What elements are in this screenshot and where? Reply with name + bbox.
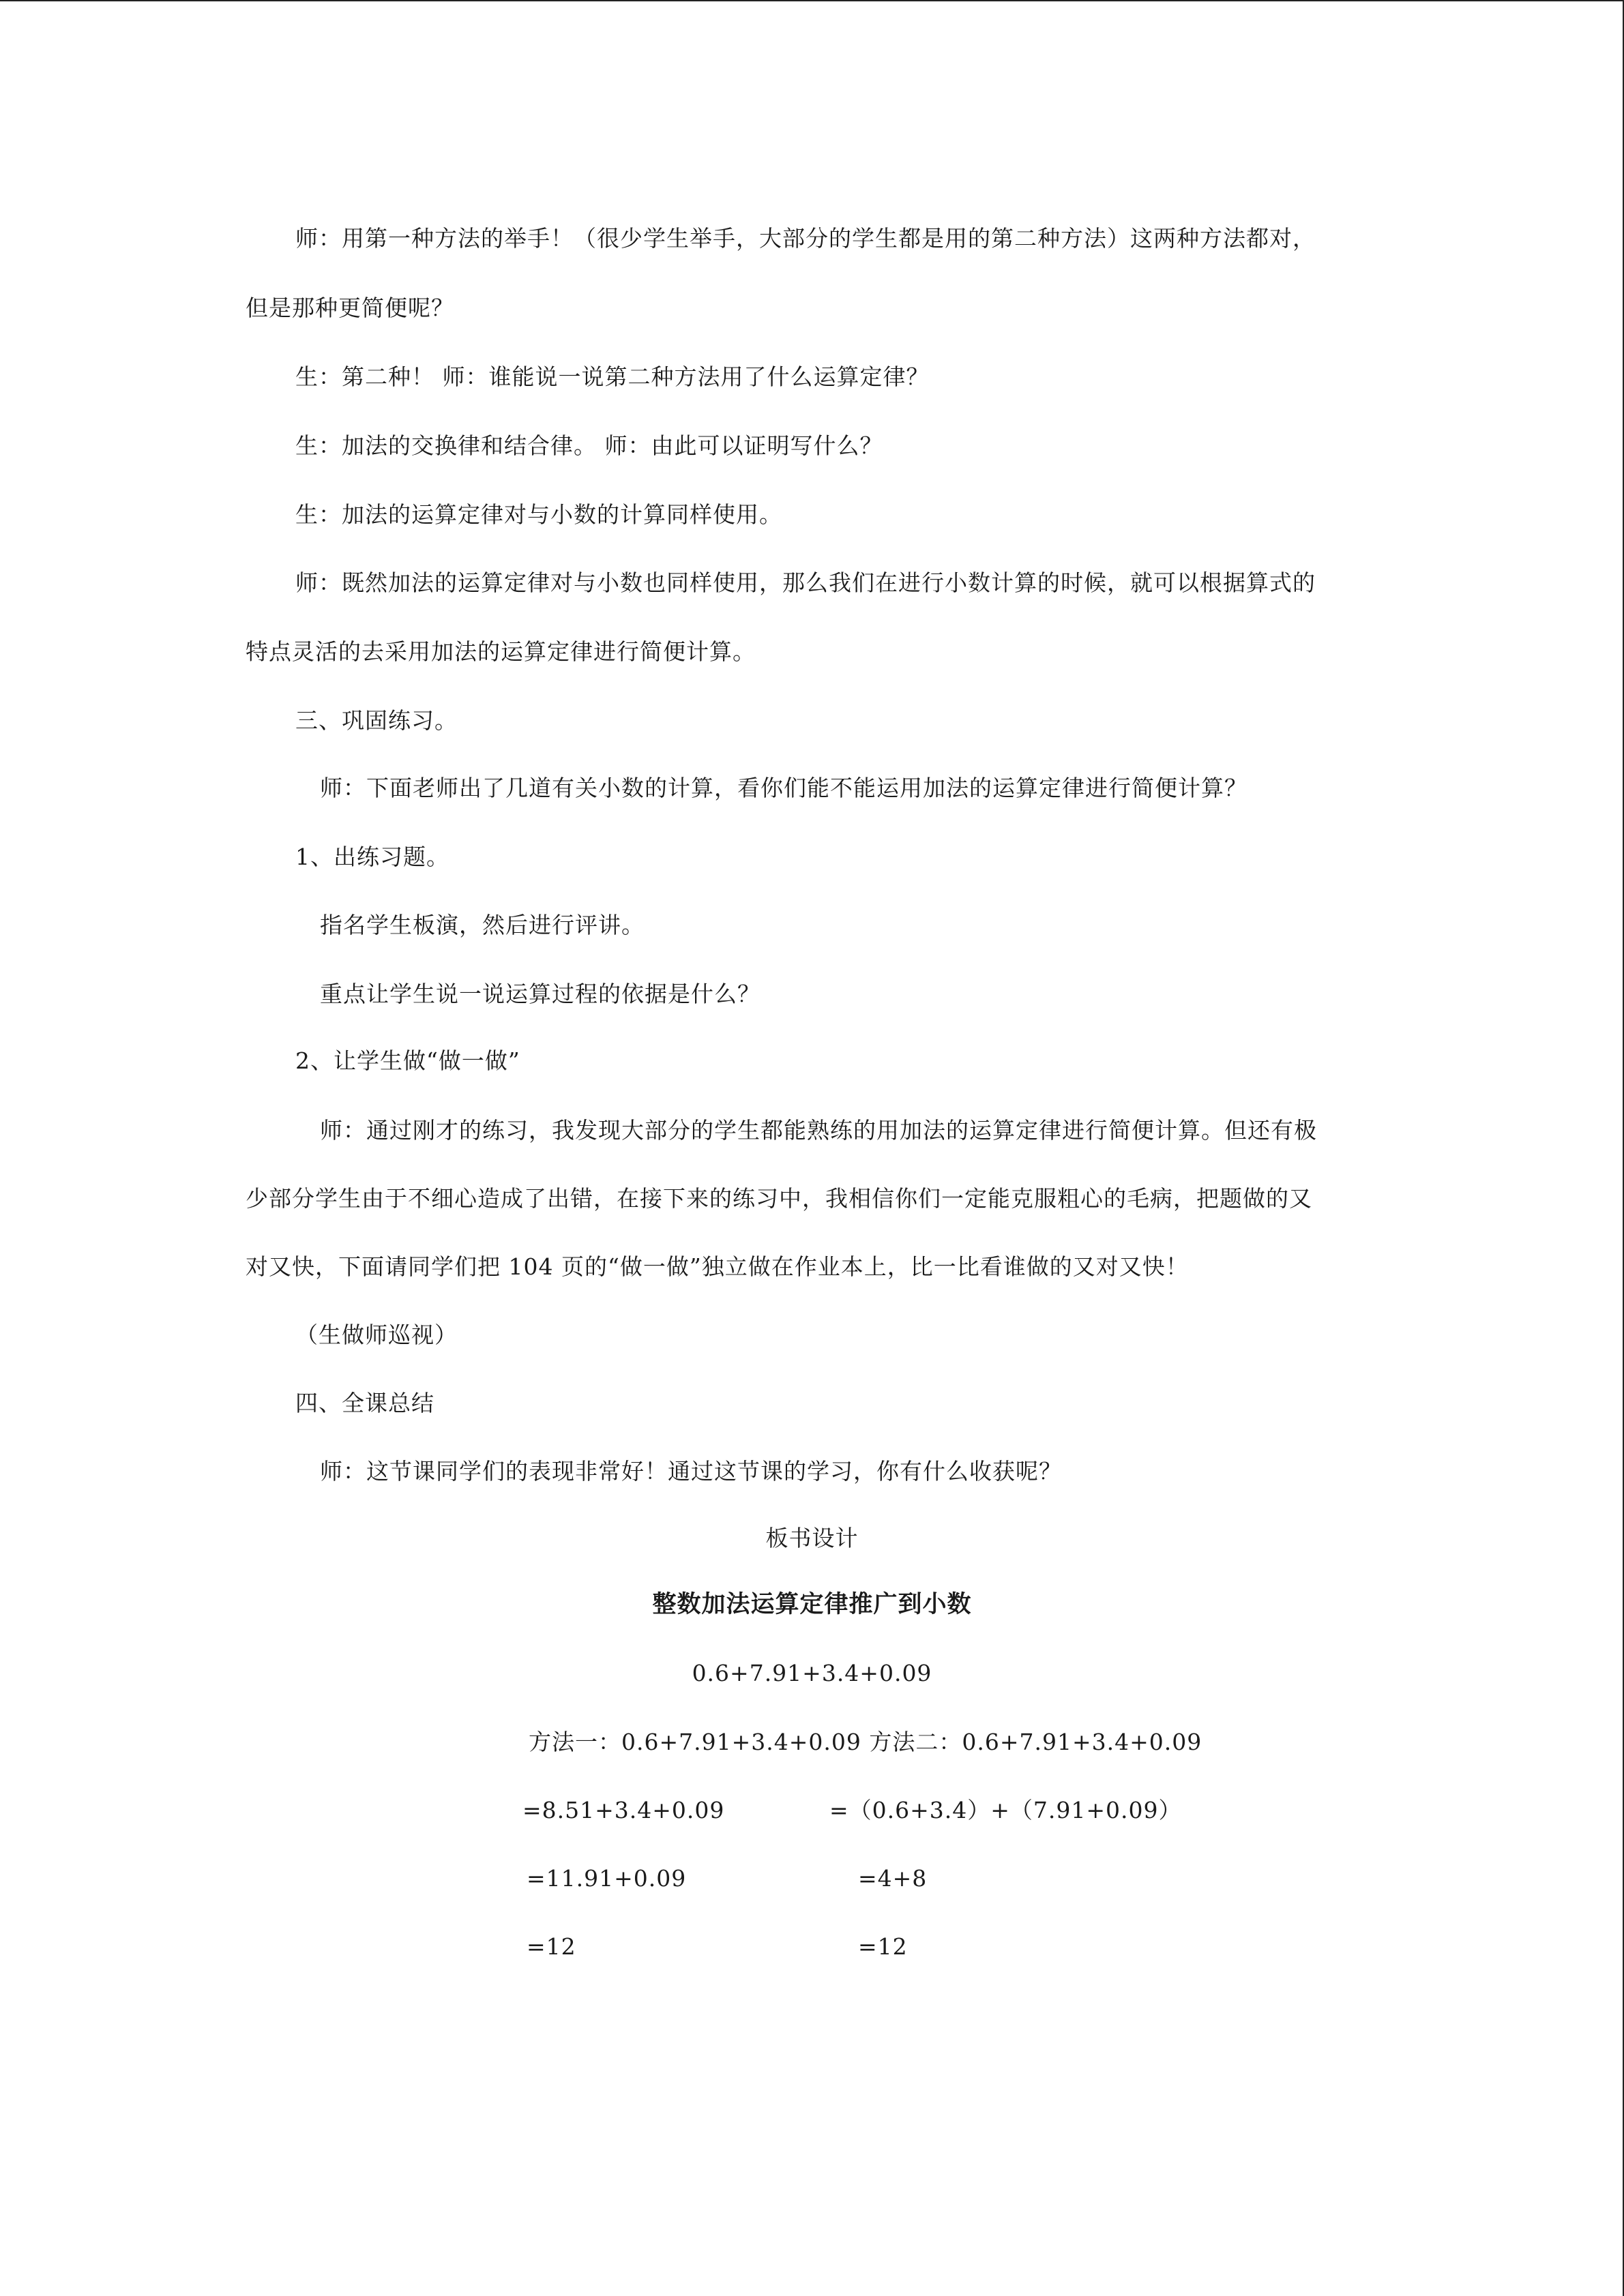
paragraph-line: 少部分学生由于不细心造成了出错，在接下来的练习中，我相信你们一定能克服粗心的毛病，把题做的又 bbox=[246, 1185, 1312, 1212]
paragraph-line: （生做师巡视） bbox=[295, 1322, 458, 1348]
paragraph-line: 师：下面老师出了几道有关小数的计算，看你们能不能运用加法的运算定律进行简便计算？ bbox=[320, 775, 1247, 801]
paragraph-line: 生：第二种！ 师：谁能说一说第二种方法用了什么运算定律？ bbox=[295, 363, 930, 390]
paragraph-line: 师：既然加法的运算定律对与小数也同样使用，那么我们在进行小数计算的时候，就可以根据算式的 bbox=[295, 569, 1316, 596]
paragraph-line: 生：加法的运算定律对与小数的计算同样使用。 bbox=[295, 501, 782, 528]
paragraph-line: 师：这节课同学们的表现非常好！通过这节课的学习，你有什么收获呢？ bbox=[320, 1458, 1062, 1485]
paragraph-line: 重点让学生说一说运算过程的依据是什么？ bbox=[320, 981, 761, 1007]
board-expression: 0.6+7.91+3.4+0.09 bbox=[692, 1660, 932, 1686]
method1-step: =12 bbox=[527, 1933, 576, 1960]
paragraph-line: 生：加法的交换律和结合律。 师：由此可以证明写什么？ bbox=[295, 432, 883, 459]
list-item: 1、出练习题。 bbox=[295, 844, 449, 870]
method1-step: =8.51+3.4+0.09 bbox=[522, 1797, 725, 1823]
board-design-heading: 板书设计 bbox=[765, 1525, 859, 1551]
method2-step: =（0.6+3.4）+（7.91+0.09） bbox=[829, 1797, 1182, 1823]
paragraph-line: 但是那种更简便呢？ bbox=[246, 295, 454, 321]
section-heading: 三、巩固练习。 bbox=[295, 707, 458, 734]
section-heading: 四、全课总结 bbox=[295, 1390, 434, 1416]
method2-step: =12 bbox=[858, 1933, 908, 1960]
board-title: 整数加法运算定律推广到小数 bbox=[652, 1591, 972, 1618]
board-methods-line: 方法一：0.6+7.91+3.4+0.09 方法二：0.6+7.91+3.4+0.09 bbox=[529, 1729, 1202, 1755]
paragraph-line: 指名学生板演，然后进行评讲。 bbox=[320, 912, 645, 938]
paragraph-line: 特点灵活的去采用加法的运算定律进行简便计算。 bbox=[246, 638, 756, 665]
method2-step: =4+8 bbox=[858, 1865, 928, 1892]
paragraph-line: 对又快，下面请同学们把 104 页的“做一做”独立做在作业本上，比一比看谁做的又对又快！ bbox=[246, 1253, 1189, 1280]
paragraph-line: 师：通过刚才的练习，我发现大部分的学生都能熟练的用加法的运算定律进行简便计算。但还有极 bbox=[320, 1117, 1317, 1144]
list-item: 2、让学生做“做一做” bbox=[295, 1047, 520, 1074]
method1-step: =11.91+0.09 bbox=[527, 1865, 687, 1892]
paragraph-line: 师：用第一种方法的举手！（很少学生举手，大部分的学生都是用的第二种方法）这两种方法都对， bbox=[295, 225, 1316, 252]
